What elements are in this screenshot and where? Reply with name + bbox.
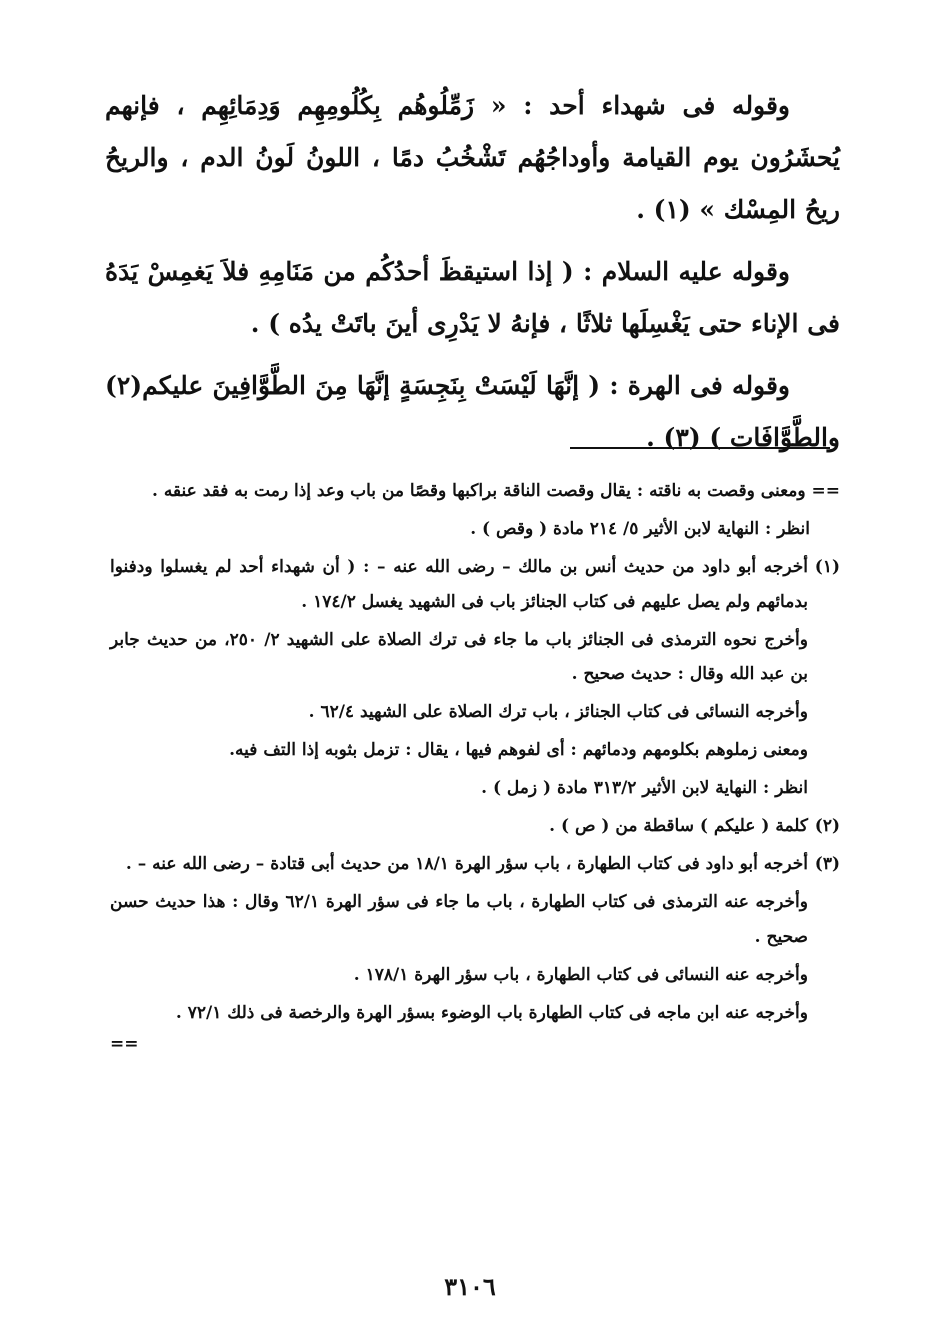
footnote-1-reference: انظر : النهاية لابن الأثير ٣١٣/٢ مادة ( زمل ) .	[481, 778, 808, 798]
footnote-3-text: أخرجه أبو داود فى كتاب الطهارة ، باب سؤر الهرة ١٨/١ من حديث أبى قتادة – رضى الله عنه – .	[125, 854, 808, 874]
footnote-3-nasai: وأخرجه عنه النسائى فى كتاب الطهارة ، باب سؤر الهرة ١٧٨/١ .	[353, 964, 808, 985]
footnote-1-tirmidhi: وأخرج نحوه الترمذى فى الجنائز باب ما جاء فى ترك الصلاة على الشهيد ٢/ ٢٥٠، من حديث جابر بن عبد الله وقال : حديث صحيح .	[110, 629, 808, 684]
paragraph-waking-hand-washing: وقوله عليه السلام : ( إذا استيقظَ أحدُكُم من مَنَامِهِ فلاَ يَغمِسْ يَدَهُ فى الإناء حتى يَغْسِلَها ثلاثًا ، فإنهُ لا يَدْرِى أينَ باتَتْ يدُه ) .	[105, 257, 840, 338]
footnote-2-number: (٢)	[814, 816, 840, 836]
footnote-1-number: (١)	[814, 557, 840, 577]
footnote-3	[110, 847, 840, 882]
footnote-1-meaning: ومعنى زملوهم بكلومهم ودمائهم : أى لفوهم فيها ، يقال : تزمل بثوبه إذا التف فيه.	[229, 740, 808, 760]
paragraph-cat-purity: وقوله فى الهرة : ( إنَّهَا لَيْسَتْ بِنَجِسَةٍ إنَّهَا مِنَ الطَّوَّافِينَ عليكم(٢) والطَّوَّافَات ) (٣) .	[105, 371, 840, 452]
footnote-continuation-mark: ==	[110, 1033, 139, 1054]
footnote-3-ibnmajah: وأخرجه عنه ابن ماجه فى كتاب الطهارة باب الوضوء بسؤر الهرة والرخصة فى ذلك ٧٢/١ .	[175, 1002, 808, 1023]
footnote-3-tirmidhi: وأخرجه عنه الترمذى فى كتاب الطهارة ، باب ما جاء فى سؤر الهرة ٦٢/١ وقال : هذا حديث حسن صحيح .	[110, 892, 808, 947]
paragraph-uhud-martyrs: وقوله فى شهداء أحد : « زَمِّلُوهُم بِكُلُومِهِم وَدِمَائِهِم ، فإنهم يُحشَرُون يوم القيامة وأوداجُهُم تَشْخُبُ دمًا ، اللونُ لَونُ الدم ، والريحُ ريحُ المِسْك » (١) .	[105, 91, 840, 224]
footnote-1-text: أخرجه أبو داود من حديث أنس بن مالك – رضى الله عنه – : ( أن شهداء أحد لم يغسلوا ودفنوا بدمائهم ولم يصل عليهم فى كتاب الجنائز باب فى الشهيد يغسل ١٧٤/٢ .	[110, 557, 808, 612]
footnote-2	[110, 809, 840, 844]
page-number: ٣١٠٦	[444, 1272, 496, 1301]
main-text	[105, 80, 840, 474]
footnotes	[110, 474, 840, 1054]
footnote-1	[110, 550, 840, 619]
footnote-1-nasai: وأخرجه النسائى فى كتاب الجنائز ، باب ترك الصلاة على الشهيد ٦٢/٤ .	[308, 702, 808, 722]
footnote-divider	[570, 447, 830, 449]
footnote-continuation-definition: == ومعنى وقصت به ناقته : يقال وقصت الناقة براكبها وقصًا من باب وعد إذا رمت به فقد عنقه .	[151, 481, 840, 501]
footnote-continuation-reference: انظر : النهاية لابن الأثير ٥/ ٢١٤ مادة ( وقص ) .	[470, 519, 810, 539]
footnote-3-number: (٣)	[814, 854, 840, 874]
footnote-2-text: كلمة ( عليكم ) ساقطة من ( ص ) .	[549, 816, 808, 836]
